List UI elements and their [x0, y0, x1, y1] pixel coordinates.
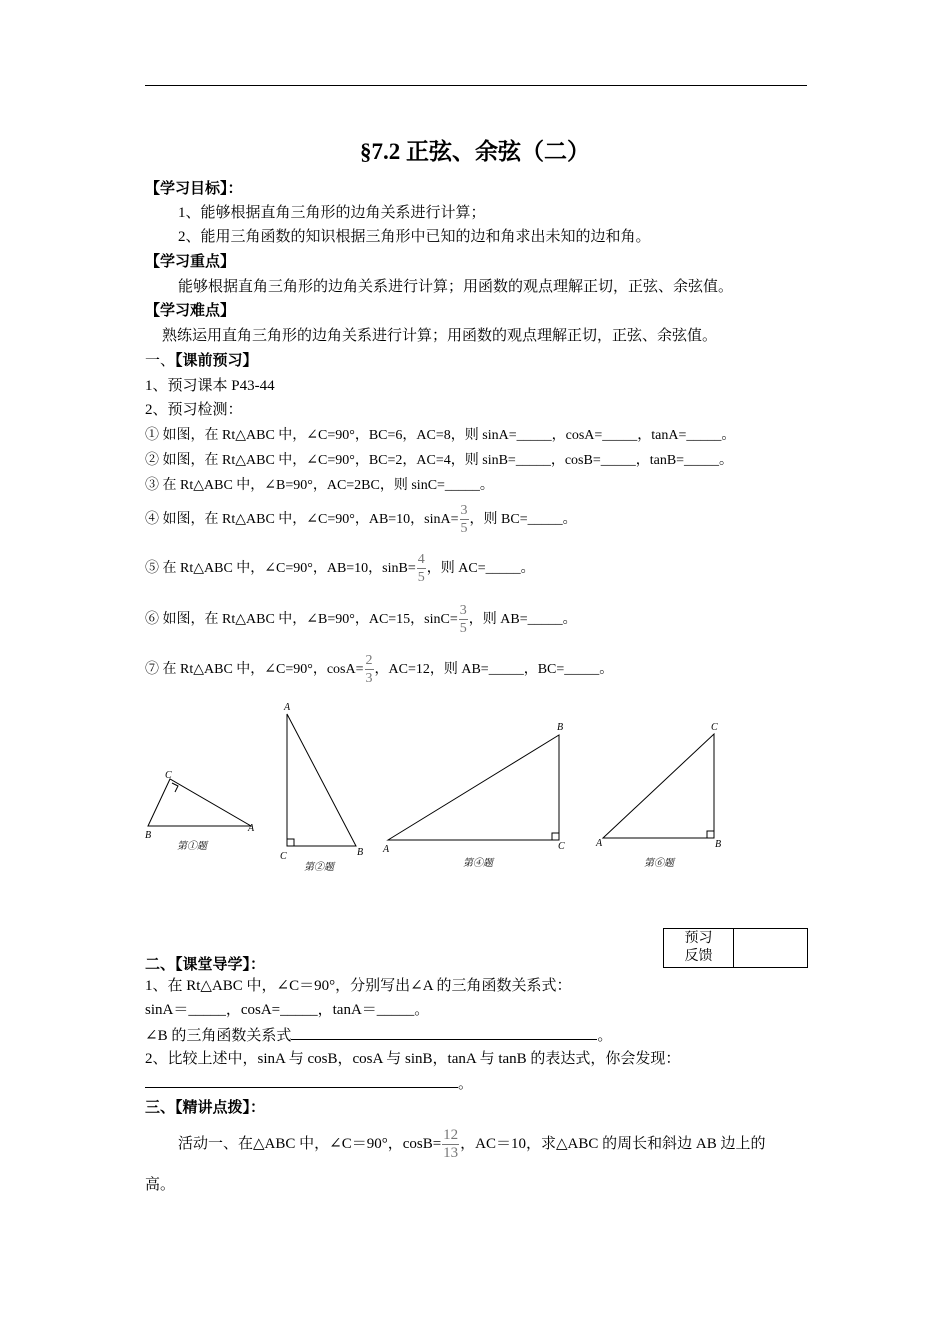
q5-numerator: 4 [417, 552, 425, 568]
focus-heading: 【学习重点】 [145, 254, 236, 270]
q7-text: ⑦ 在 Rt△ABC 中，∠C=90°，cosA= [145, 662, 364, 677]
classroom-line-4: 2、比较上述中，sinA 与 cosB，cosA 与 sinB，tanA 与 tanB 的表达式，你会发现： [145, 1051, 681, 1067]
fig2-label-b: B [357, 847, 364, 858]
q7-numerator: 2 [365, 653, 373, 669]
feedback-label [664, 929, 734, 967]
activity-1-continued: 高。 [145, 1177, 176, 1193]
goals-heading: 【学习目标】： [145, 181, 243, 197]
activity-1-tail: ，AC＝10，求△ABC 的周长和斜边 AB 边上的 [460, 1136, 766, 1152]
goal-item-2: 2、能用三角函数的知识根据三角形中已知的边和角求出未知的边和角。 [178, 229, 651, 245]
lecture-heading: 三、【精讲点拨】： [145, 1100, 266, 1116]
q6-numerator: 3 [459, 603, 467, 619]
figure-6 [603, 734, 714, 838]
preview-line-1: 1、预习课本 P43-44 [145, 378, 275, 394]
feedback-label-line-1: 预习 [684, 931, 713, 946]
fig1-label-b: B [145, 830, 152, 841]
difficulty-text: 熟练运用直角三角形的边角关系进行计算；用函数的观点理解正切，正弦、余弦值。 [162, 328, 718, 344]
q4-tail: ，则 BC=_____。 [469, 512, 577, 527]
figure-1 [148, 779, 251, 826]
difficulty-heading: 【学习难点】 [145, 303, 236, 319]
classroom-line-3-text: ∠B 的三角函数关系式 [145, 1028, 292, 1044]
answer-blank [145, 1073, 458, 1088]
fig6-label-c: C [711, 722, 718, 733]
question-3: ③ 在 Rt△ABC 中，∠B=90°，AC=2BC，则 sinC=_____。 [145, 478, 494, 493]
classroom-line-5-end: 。 [458, 1076, 474, 1092]
q5-denominator: 5 [417, 570, 425, 586]
feedback-label-line-2: 反馈 [684, 949, 713, 964]
preview-heading-label: 【课前预习】 [175, 353, 258, 369]
fig2-label-a: A [284, 702, 291, 713]
question-2: ② 如图，在 Rt△ABC 中，∠C=90°，BC=2，AC=4，则 sinB=_____，cosB=_____，tanB=_____。 [145, 453, 734, 468]
q4-denominator: 5 [460, 521, 468, 537]
q6-tail: ，则 AB=_____。 [468, 612, 577, 627]
q6-text: ⑥ 如图，在 Rt△ABC 中，∠B=90°，AC=15，sinC= [145, 612, 458, 627]
activity-1-numerator: 12 [443, 1127, 459, 1144]
figure-2 [287, 714, 356, 846]
q7-tail: ，AC=12，则 AB=_____，BC=_____。 [374, 662, 614, 677]
page-title: §7.2 正弦、余弦（二） [360, 139, 590, 164]
figure-4 [388, 735, 559, 840]
fig4-label-b: B [557, 722, 564, 733]
fig6-label-a: A [596, 838, 603, 849]
goal-item-1: 1、能够根据直角三角形的边角关系进行计算； [178, 205, 486, 221]
classroom-line-2: sinA＝_____，cosA=_____，tanA＝_____。 [145, 1002, 430, 1018]
focus-text: 能够根据直角三角形的边角关系进行计算；用函数的观点理解正切，正弦、余弦值。 [178, 279, 734, 295]
fig2-caption: 第②题 [304, 862, 334, 873]
q4-text: ④ 如图，在 Rt△ABC 中，∠C=90°，AB=10，sinA= [145, 512, 459, 527]
fig4-caption: 第④题 [463, 858, 493, 869]
fig4-label-c: C [558, 841, 565, 852]
activity-1-fraction [442, 1127, 459, 1162]
preview-heading-prefix: 一、 [145, 353, 176, 369]
q7-denominator: 3 [365, 671, 373, 687]
q5-tail: ，则 AC=_____。 [426, 561, 535, 576]
classroom-heading: 二、【课堂导学】： [145, 957, 266, 973]
fig1-label-a: A [248, 823, 255, 834]
q6-denominator: 5 [459, 621, 467, 637]
fig2-label-c: C [280, 851, 287, 862]
fig1-label-c: C [165, 770, 172, 781]
classroom-line-5 [145, 1073, 473, 1094]
q5-text: ⑤ 在 Rt△ABC 中，∠C=90°，AB=10，sinB= [145, 561, 416, 576]
preview-feedback-box [663, 928, 808, 968]
classroom-line-1: 1、在 Rt△ABC 中，∠C＝90°，分别写出∠A 的三角函数关系式： [145, 978, 572, 994]
fig4-label-a: A [383, 844, 390, 855]
q4-numerator: 3 [460, 503, 468, 519]
fig1-caption: 第①题 [177, 841, 207, 852]
classroom-line-3 [145, 1025, 612, 1046]
answer-blank [291, 1025, 597, 1040]
preview-line-2: 2、预习检测： [145, 402, 243, 418]
question-1: ① 如图，在 Rt△ABC 中，∠C=90°，BC=6，AC=8，则 sinA=_____，cosA=_____，tanA=_____。 [145, 428, 736, 443]
fig6-caption: 第⑥题 [644, 858, 674, 869]
activity-1 [178, 1126, 765, 1162]
fig6-label-b: B [715, 839, 722, 850]
classroom-line-3-end: 。 [597, 1028, 613, 1044]
activity-1-denominator: 13 [443, 1145, 459, 1162]
activity-1-text: 活动一、在△ABC 中，∠C＝90°，cosB= [178, 1136, 442, 1152]
